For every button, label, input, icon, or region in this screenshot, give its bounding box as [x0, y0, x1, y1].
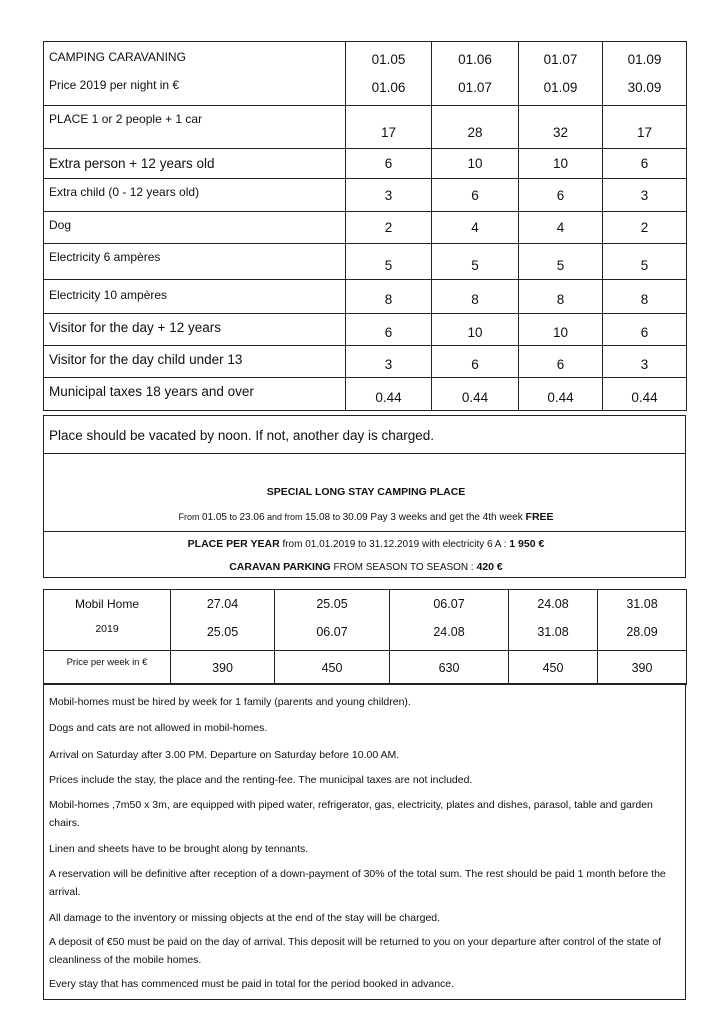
price-cell: 630: [390, 651, 509, 685]
place-per-year-line: PLACE PER YEAR from 01.01.2019 to 31.12.2019 with electricity 6 A : 1 950 €: [187, 538, 545, 550]
row-label: Electricity 10 ampères: [44, 280, 346, 314]
rule-item: Prices include the stay, the place and the renting-fee. The municipal taxes are not included.: [49, 774, 473, 786]
rule-item: Mobil-homes must be hired by week for 1 family (parents and young children).: [49, 696, 411, 708]
rule-item: A deposit of €50 must be paid on the day of arrival. This deposit will be returned to you on your departure after control of the state of cleanliness of the mobile homes.: [49, 936, 662, 966]
rule-item: Linen and sheets have to be brought along by tennants.: [49, 843, 309, 855]
mobil-year: 2019: [95, 623, 119, 635]
price-cell: 5: [603, 244, 687, 280]
price-cell: 2: [603, 212, 687, 244]
price-cell: 5: [519, 244, 603, 280]
row-label: Visitor for the day child under 13: [44, 346, 346, 378]
row-label: PLACE 1 or 2 people + 1 car: [44, 106, 346, 149]
price-cell: 10: [519, 314, 603, 346]
price-cell: 5: [346, 244, 432, 280]
price-cell: 6: [432, 346, 519, 378]
special-title: SPECIAL LONG STAY CAMPING PLACE: [266, 486, 466, 498]
row-label: Visitor for the day + 12 years: [44, 314, 346, 346]
mobil-title-cell: [44, 590, 171, 651]
camping-price-table: [43, 41, 687, 411]
table-row: [44, 179, 687, 212]
period-header: 01.06 01.07: [432, 42, 519, 106]
mobil-header-row: [44, 590, 687, 651]
price-cell: 6: [346, 149, 432, 179]
period-header: 24.08 31.08: [509, 590, 598, 651]
price-cell: 4: [432, 212, 519, 244]
row-label: Extra person + 12 years old: [44, 149, 346, 179]
rule-item: A reservation will be definitive after reception of a down-payment of 30% of the total sum. The rest should be paid 1 month before the arrival.: [49, 868, 666, 898]
vacate-note: Place should be vacated by noon. If not, another day is charged.: [49, 428, 435, 443]
rule-item: Arrival on Saturday after 3.00 PM. Departure on Saturday before 10.00 AM.: [49, 749, 400, 761]
price-cell: 17: [346, 106, 432, 149]
row-label: Extra child (0 - 12 years old): [44, 179, 346, 212]
price-cell: 10: [432, 314, 519, 346]
price-cell: 8: [432, 280, 519, 314]
price-cell: 4: [519, 212, 603, 244]
price-cell: 10: [519, 149, 603, 179]
table-row: [44, 280, 687, 314]
price-cell: 8: [346, 280, 432, 314]
price-cell: 0.44: [346, 378, 432, 411]
price-cell: 3: [346, 346, 432, 378]
price-cell: 6: [432, 179, 519, 212]
price-cell: 8: [519, 280, 603, 314]
period-header: 27.04 25.05: [171, 590, 275, 651]
price-cell: 390: [171, 651, 275, 685]
price-cell: 450: [509, 651, 598, 685]
price-cell: 3: [603, 179, 687, 212]
price-cell: 6: [346, 314, 432, 346]
table-row: [44, 106, 687, 149]
rule-item: All damage to the inventory or missing objects at the end of the stay will be charged.: [49, 912, 441, 924]
price-cell: 3: [603, 346, 687, 378]
camping-subtitle: Price 2019 per night in €: [49, 78, 180, 92]
row-label: Dog: [44, 212, 346, 244]
price-cell: 0.44: [519, 378, 603, 411]
special-offers-divider: [43, 531, 686, 532]
mobil-home-price-table: [43, 589, 687, 685]
table-row: [44, 346, 687, 378]
camping-title: CAMPING CARAVANING: [49, 50, 186, 64]
rule-item: Mobil-homes ,7m50 x 3m, are equipped with piped water, refrigerator, gas, electricity, plates and dishes, parasol, table and garden chairs.: [49, 799, 653, 829]
price-cell: 5: [432, 244, 519, 280]
special-offer-line: From 01.05 to 23.06 and from 15.08 to 30.09 Pay 3 weeks and get the 4th week FREE: [178, 511, 554, 523]
price-cell: 3: [346, 179, 432, 212]
rule-item: Every stay that has commenced must be paid in total for the period booked in advance.: [49, 978, 455, 990]
table-row: [44, 244, 687, 280]
price-per-week-label: Price per week in €: [44, 651, 171, 685]
price-cell: 10: [432, 149, 519, 179]
period-header: 25.05 06.07: [275, 590, 390, 651]
price-cell: 6: [603, 314, 687, 346]
mobil-price-row: [44, 651, 687, 685]
period-header: 06.07 24.08: [390, 590, 509, 651]
price-cell: 390: [598, 651, 687, 685]
price-cell: 6: [519, 346, 603, 378]
price-cell: 17: [603, 106, 687, 149]
period-header: 01.07 01.09: [519, 42, 603, 106]
table-row: [44, 314, 687, 346]
price-cell: 6: [519, 179, 603, 212]
mobil-title: Mobil Home: [74, 597, 140, 611]
row-label: Electricity 6 ampères: [44, 244, 346, 280]
price-cell: 0.44: [603, 378, 687, 411]
price-cell: 8: [603, 280, 687, 314]
camping-title-cell: [44, 42, 346, 106]
period-header: 01.09 30.09: [603, 42, 687, 106]
table-row: [44, 378, 687, 411]
camping-header-row: [44, 42, 687, 106]
price-cell: 0.44: [432, 378, 519, 411]
table-row: [44, 212, 687, 244]
price-cell: 6: [603, 149, 687, 179]
period-header: 01.05 01.06: [346, 42, 432, 106]
rule-item: Dogs and cats are not allowed in mobil-homes.: [49, 722, 268, 734]
price-cell: 2: [346, 212, 432, 244]
table-row: [44, 149, 687, 179]
caravan-parking-line: CARAVAN PARKING FROM SEASON TO SEASON : 420 €: [229, 561, 503, 573]
price-cell: 450: [275, 651, 390, 685]
price-cell: 28: [432, 106, 519, 149]
price-cell: 32: [519, 106, 603, 149]
row-label: Municipal taxes 18 years and over: [44, 378, 346, 411]
period-header: 31.08 28.09: [598, 590, 687, 651]
